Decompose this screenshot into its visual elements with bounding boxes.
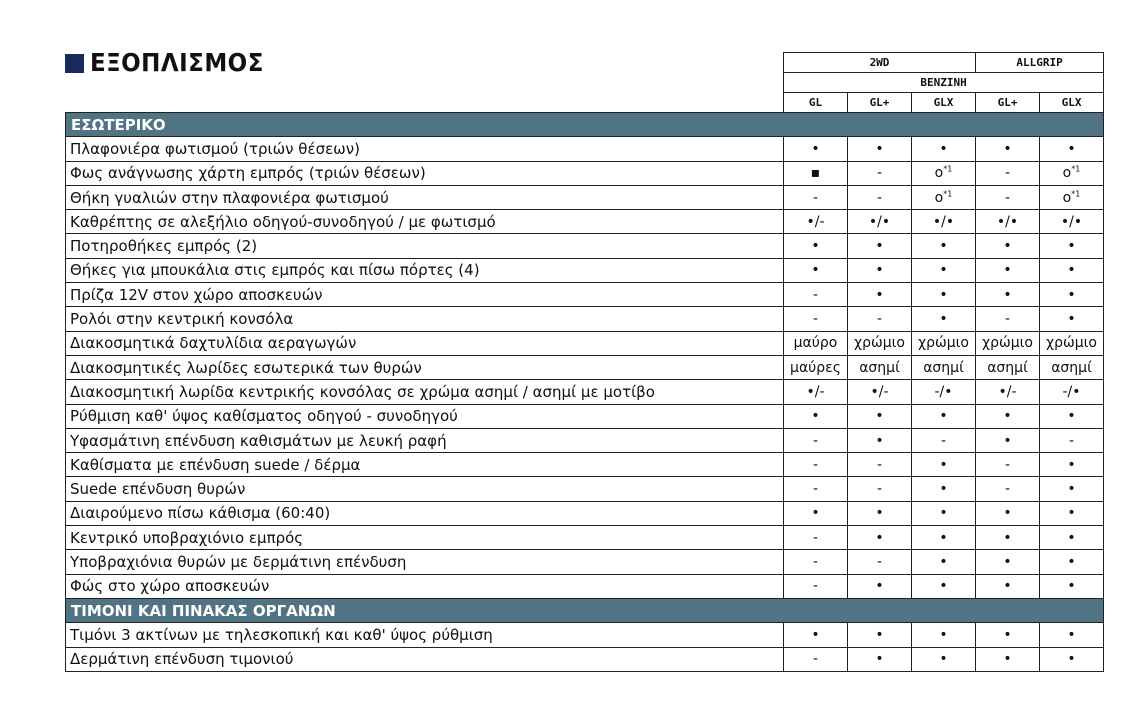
feature-label: Διαιρούμενο πίσω κάθισμα (60:40) — [66, 501, 784, 525]
feature-label: Διακοσμητική λωρίδα κεντρικής κονσόλας σε χρώμα ασημί / ασημί με μοτίβο — [66, 380, 784, 404]
availability-cell: ▪ — [784, 161, 848, 185]
table-row — [66, 355, 1104, 379]
availability-cell: • — [1040, 526, 1104, 550]
feature-label: Suede επένδυση θυρών — [66, 477, 784, 501]
availability-cell: • — [976, 501, 1040, 525]
availability-cell: • — [848, 526, 912, 550]
feature-label: Ρολόι στην κεντρική κονσόλα — [66, 307, 784, 331]
feature-label: Κεντρικό υποβραχιόνιο εμπρός — [66, 526, 784, 550]
availability-cell: • — [848, 404, 912, 428]
table-row — [66, 210, 1104, 234]
availability-cell: • — [1040, 258, 1104, 282]
availability-cell: • — [848, 647, 912, 671]
availability-cell: - — [976, 185, 1040, 209]
table-row — [66, 331, 1104, 355]
availability-cell: -/• — [912, 380, 976, 404]
availability-cell: o$^{*1}$ — [1040, 161, 1104, 185]
availability-cell: • — [912, 477, 976, 501]
availability-cell: ασημί — [1040, 355, 1104, 379]
availability-cell: • — [912, 234, 976, 258]
table-row — [66, 428, 1104, 452]
feature-label: Καθρέπτης σε αλεξήλιο οδηγού-συνοδηγού / με φωτισμό — [66, 210, 784, 234]
availability-cell: •/• — [912, 210, 976, 234]
availability-cell: - — [848, 161, 912, 185]
availability-cell: - — [976, 477, 1040, 501]
availability-cell: • — [1040, 404, 1104, 428]
availability-cell: •/- — [784, 210, 848, 234]
availability-cell: • — [1040, 647, 1104, 671]
availability-cell: • — [912, 550, 976, 574]
availability-cell: • — [848, 234, 912, 258]
availability-cell: • — [1040, 234, 1104, 258]
section-header — [66, 598, 1104, 622]
feature-label: Φως ανάγνωσης χάρτη εμπρός (τριών θέσεων) — [66, 161, 784, 185]
availability-cell: •/• — [976, 210, 1040, 234]
footnote-marker: *1 — [1071, 164, 1081, 174]
availability-cell: • — [784, 404, 848, 428]
availability-cell: • — [848, 501, 912, 525]
availability-cell: • — [784, 234, 848, 258]
availability-cell: • — [976, 428, 1040, 452]
section-title: ΕΣΩΤΕΡΙΚΟ — [66, 113, 1104, 137]
availability-cell: • — [976, 550, 1040, 574]
availability-cell: - — [848, 307, 912, 331]
availability-cell: • — [1040, 477, 1104, 501]
availability-cell: • — [1040, 623, 1104, 647]
availability-cell: • — [848, 137, 912, 161]
table-row — [66, 258, 1104, 282]
availability-cell: • — [976, 526, 1040, 550]
table-row — [66, 161, 1104, 185]
trim-header — [783, 52, 1104, 113]
availability-cell: - — [848, 185, 912, 209]
availability-cell: - — [976, 307, 1040, 331]
feature-label: Καθίσματα με επένδυση suede / δέρμα — [66, 453, 784, 477]
table-row — [66, 501, 1104, 525]
availability-cell: - — [912, 428, 976, 452]
availability-cell: ασημί — [912, 355, 976, 379]
availability-cell: χρώμιο — [976, 331, 1040, 355]
availability-cell: • — [1040, 137, 1104, 161]
availability-cell: •/• — [848, 210, 912, 234]
availability-cell: - — [784, 574, 848, 598]
availability-cell: • — [848, 623, 912, 647]
feature-label: Πρίζα 12V στον χώρο αποσκευών — [66, 283, 784, 307]
page-title — [65, 50, 279, 76]
availability-cell: o$^{*1}$ — [912, 185, 976, 209]
section-header — [66, 113, 1104, 137]
availability-cell: - — [784, 307, 848, 331]
availability-cell: - — [784, 477, 848, 501]
availability-cell: • — [976, 647, 1040, 671]
feature-label: Ρύθμιση καθ' ύψος καθίσματος οδηγού - συνοδηγού — [66, 404, 784, 428]
availability-cell: μαύρες — [784, 355, 848, 379]
availability-cell: - — [784, 428, 848, 452]
table-row — [66, 647, 1104, 671]
availability-cell: • — [976, 404, 1040, 428]
availability-cell: - — [784, 526, 848, 550]
title-text: ΕΞΟΠΛΙΣΜΟΣ — [90, 48, 264, 77]
availability-cell: χρώμιο — [1040, 331, 1104, 355]
availability-cell: • — [1040, 501, 1104, 525]
feature-label: Ποτηροθήκες εμπρός (2) — [66, 234, 784, 258]
title-square-icon — [65, 54, 84, 73]
table-row — [66, 404, 1104, 428]
availability-cell: • — [848, 574, 912, 598]
availability-cell: •/- — [976, 380, 1040, 404]
availability-cell: • — [1040, 453, 1104, 477]
availability-cell: • — [848, 428, 912, 452]
feature-label: Δερμάτινη επένδυση τιμονιού — [66, 647, 784, 671]
footnote-marker: *1 — [943, 164, 953, 174]
table-row — [66, 283, 1104, 307]
trim-gl-plus: GL+ — [848, 93, 912, 113]
group-2wd: 2WD — [784, 53, 976, 73]
trim-allgrip-glx: GLX — [1040, 93, 1104, 113]
section-title: ΤΙΜΟΝΙ ΚΑΙ ΠΙΝΑΚΑΣ ΟΡΓΑΝΩΝ — [66, 598, 1104, 622]
availability-cell: - — [784, 185, 848, 209]
feature-label: Φώς στο χώρο αποσκευών — [66, 574, 784, 598]
availability-cell: • — [912, 526, 976, 550]
availability-cell: o$^{*1}$ — [912, 161, 976, 185]
availability-cell: • — [848, 258, 912, 282]
availability-cell: - — [976, 453, 1040, 477]
availability-cell: • — [912, 647, 976, 671]
feature-label: Θήκη γυαλιών στην πλαφονιέρα φωτισμού — [66, 185, 784, 209]
table-row — [66, 623, 1104, 647]
availability-cell: • — [912, 307, 976, 331]
availability-cell: -/• — [1040, 380, 1104, 404]
feature-label: Πλαφονιέρα φωτισμού (τριών θέσεων) — [66, 137, 784, 161]
footnote-marker: *1 — [1071, 188, 1081, 198]
availability-cell: • — [976, 283, 1040, 307]
availability-cell: • — [1040, 574, 1104, 598]
availability-cell: • — [848, 283, 912, 307]
group-allgrip: ALLGRIP — [976, 53, 1104, 73]
trim-gl: GL — [784, 93, 848, 113]
feature-label: Διακοσμητικά δαχτυλίδια αεραγωγών — [66, 331, 784, 355]
availability-cell: - — [848, 550, 912, 574]
availability-cell: • — [912, 453, 976, 477]
availability-cell: • — [912, 283, 976, 307]
feature-label: Υφασμάτινη επένδυση καθισμάτων με λευκή ραφή — [66, 428, 784, 452]
availability-cell: - — [784, 453, 848, 477]
availability-cell: • — [1040, 550, 1104, 574]
table-row — [66, 550, 1104, 574]
availability-cell: • — [912, 258, 976, 282]
availability-cell: • — [912, 137, 976, 161]
availability-cell: - — [848, 453, 912, 477]
table-row — [66, 185, 1104, 209]
feature-label: Διακοσμητικές λωρίδες εσωτερικά των θυρών — [66, 355, 784, 379]
table-row — [66, 234, 1104, 258]
availability-cell: χρώμιο — [912, 331, 976, 355]
availability-cell: • — [784, 137, 848, 161]
table-row — [66, 307, 1104, 331]
table-row — [66, 526, 1104, 550]
trim-allgrip-gl-plus: GL+ — [976, 93, 1040, 113]
availability-cell: - — [1040, 428, 1104, 452]
table-row — [66, 137, 1104, 161]
availability-cell: •/- — [848, 380, 912, 404]
table-row — [66, 380, 1104, 404]
availability-cell: ασημί — [976, 355, 1040, 379]
availability-cell: •/• — [1040, 210, 1104, 234]
availability-cell: •/- — [784, 380, 848, 404]
availability-cell: • — [976, 623, 1040, 647]
availability-cell: • — [784, 501, 848, 525]
table-row — [66, 574, 1104, 598]
availability-cell: • — [912, 501, 976, 525]
availability-cell: - — [784, 283, 848, 307]
availability-cell: • — [784, 258, 848, 282]
availability-cell: • — [1040, 283, 1104, 307]
availability-cell: o$^{*1}$ — [1040, 185, 1104, 209]
feature-label: Τιμόνι 3 ακτίνων με τηλεσκοπική και καθ' ύψος ρύθμιση — [66, 623, 784, 647]
availability-cell: - — [784, 647, 848, 671]
footnote-marker: *1 — [943, 188, 953, 198]
table-row — [66, 453, 1104, 477]
equipment-table — [65, 112, 1104, 672]
availability-cell: ασημί — [848, 355, 912, 379]
feature-label: Υποβραχιόνια θυρών με δερμάτινη επένδυση — [66, 550, 784, 574]
availability-cell: • — [912, 404, 976, 428]
availability-cell: - — [848, 477, 912, 501]
availability-cell: • — [784, 623, 848, 647]
trim-glx: GLX — [912, 93, 976, 113]
availability-cell: • — [976, 234, 1040, 258]
table-row — [66, 477, 1104, 501]
availability-cell: μαύρο — [784, 331, 848, 355]
availability-cell: • — [976, 574, 1040, 598]
availability-cell: • — [976, 258, 1040, 282]
availability-cell: • — [976, 137, 1040, 161]
availability-cell: - — [976, 161, 1040, 185]
availability-cell: • — [912, 574, 976, 598]
availability-cell: χρώμιο — [848, 331, 912, 355]
availability-cell: • — [912, 623, 976, 647]
feature-label: Θήκες για μπουκάλια στις εμπρός και πίσω πόρτες (4) — [66, 258, 784, 282]
fuel-type: BENZINH — [784, 73, 1104, 93]
availability-cell: - — [784, 550, 848, 574]
availability-cell: • — [1040, 307, 1104, 331]
